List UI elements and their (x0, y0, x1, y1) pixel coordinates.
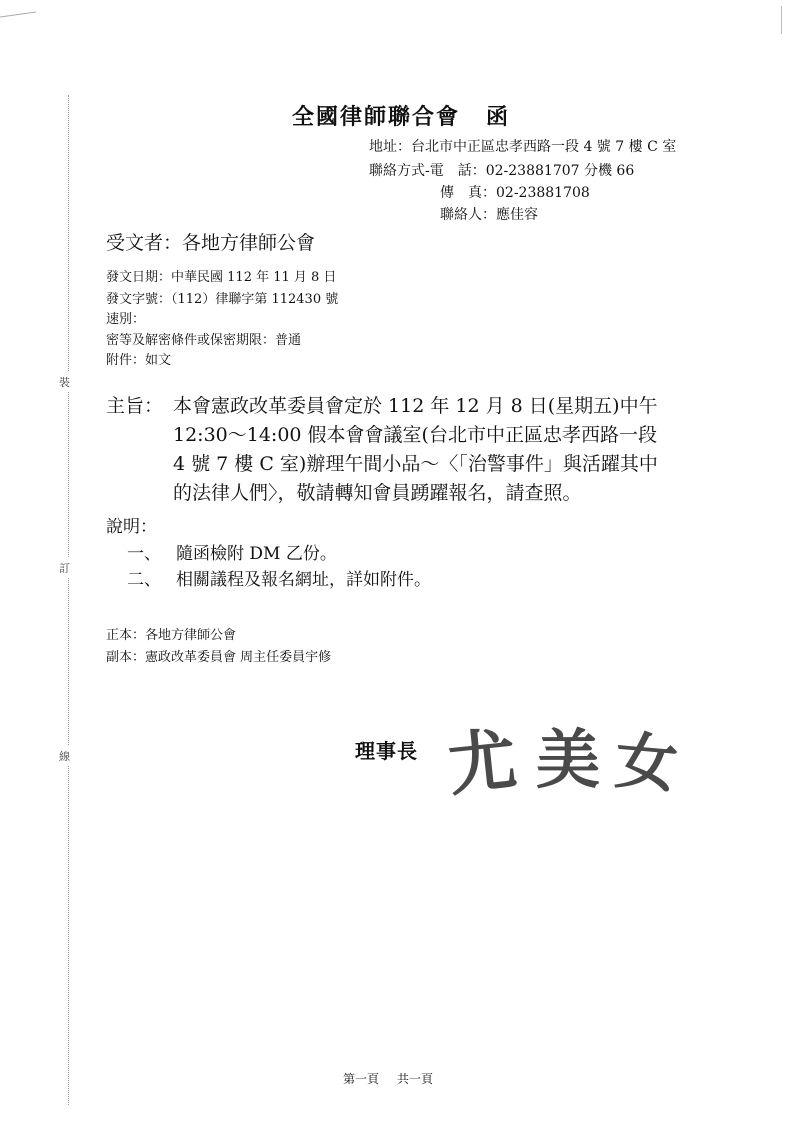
fax-line: 傳 真：02-23881708 (440, 185, 590, 201)
address-line: 地址：台北市中正區忠孝西路一段 4 號 7 樓 C 室 (369, 139, 677, 155)
description-item-text: 隨函檢附 DM 乙份。 (176, 544, 337, 564)
phone-line: 聯絡方式-電 話：02-23881707 分機 66 (369, 163, 635, 179)
page-footer (343, 1070, 433, 1087)
issue-date: 中華民國 112 年 11 月 8 日 (171, 270, 337, 285)
page-number: 第一頁 (343, 1072, 380, 1086)
seal-char-2: 美 (536, 723, 600, 798)
binding-mark-zhuang: 裝 (59, 372, 70, 392)
subject-line: 的法律人們〉，敬請轉知會員踴躍報名，請查照。 (173, 482, 582, 504)
fax-number: 02-23881708 (496, 185, 590, 201)
scan-mark (0, 11, 36, 17)
organization-name: 全國律師聯合會 (292, 104, 461, 130)
binding-mark-ding: 訂 (59, 558, 70, 578)
document-type: 函 (486, 104, 511, 130)
speed-line: 速別： (106, 312, 146, 327)
document-number-line: 發文字號：（112）律聯字第 112430 號 (106, 292, 339, 307)
description-item-text: 相關議程及報名網址，詳如附件。 (176, 570, 431, 590)
description-item-number: 二、 (127, 570, 161, 590)
attachment-line: 附件：如文 (106, 353, 172, 368)
description-item-number: 一、 (127, 544, 161, 564)
copy-recipient: 憲政改革委員會 周主任委員宇修 (145, 650, 332, 665)
chairman-seal (440, 700, 690, 810)
recipient-line: 受文者：各地方律師公會 (106, 232, 316, 254)
binding-mark-xian: 線 (59, 746, 70, 766)
address: 台北市中正區忠孝西路一段 4 號 7 樓 C 室 (411, 139, 677, 155)
seal-char-1: 尤 (444, 719, 521, 807)
contact-person: 應佳容 (496, 207, 538, 223)
seal-char-3: 女 (612, 723, 681, 802)
subject-line: 本會憲政改革委員會定於 112 年 12 月 8 日(星期五)中午 (173, 395, 658, 417)
description-label: 說明： (106, 517, 157, 537)
secrecy-level: 普通 (275, 333, 302, 348)
secrecy-line: 密等及解密條件或保密期限：普通 (106, 333, 302, 348)
phone-number: 02-23881707 分機 66 (485, 163, 635, 179)
original-recipient-line: 正本：各地方律師公會 (106, 628, 237, 643)
contact-person-line: 聯絡人：應佳容 (440, 207, 538, 223)
document-number: （112）律聯字第 112430 號 (171, 292, 339, 307)
subject-line: 4 號 7 樓 C 室)辦理午間小品～〈「治警事件」與活躍其中 (173, 453, 658, 475)
attachment: 如文 (145, 353, 172, 368)
subject-label: 主旨： (106, 395, 164, 417)
original-recipient: 各地方律師公會 (145, 628, 237, 643)
document-title (292, 100, 510, 131)
subject-line: 12:30～14:00 假本會會議室(台北市中正區忠孝西路一段 (173, 424, 657, 446)
page-total: 共一頁 (397, 1072, 434, 1086)
recipient: 各地方律師公會 (182, 232, 316, 254)
chairman-title: 理事長 (355, 739, 418, 763)
issue-date-line: 發文日期：中華民國 112 年 11 月 8 日 (106, 270, 337, 285)
copy-recipient-line: 副本：憲政改革委員會 周主任委員宇修 (106, 650, 332, 665)
binding-line (68, 95, 69, 1105)
scan-mark (781, 6, 782, 34)
